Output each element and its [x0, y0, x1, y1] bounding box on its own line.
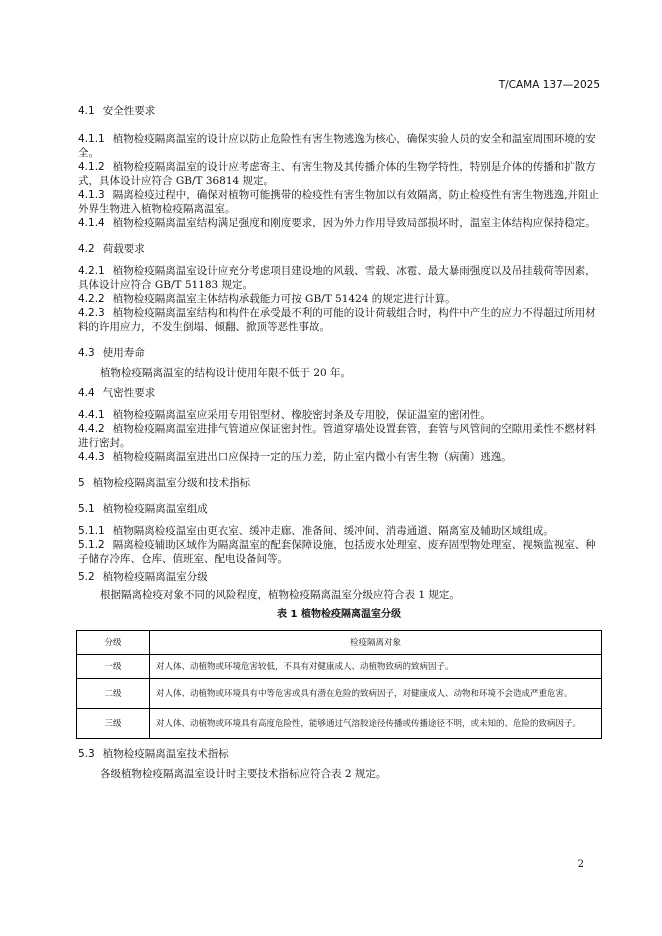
clause-text: 植物检疫隔离温室进出口应保持一定的压力差，防止室内微小有害生物（病菌）逃逸。: [112, 451, 512, 463]
table-1: [76, 630, 602, 739]
clause-number: 4.2.1: [78, 265, 105, 277]
table-cell-object: 对人体、动植物或环境具有高度危险性，能够通过气溶胶途径传播或传播途径不明，或未知的、危险的致病因子。: [150, 709, 602, 739]
table-header-cell: 检疫隔离对象: [150, 631, 602, 655]
heading-title: 植物检疫隔离温室分级: [102, 571, 208, 583]
heading-4-3: [78, 346, 600, 360]
clause-number: 4.2.2: [78, 293, 105, 305]
clause-number: 5.1.1: [78, 525, 105, 537]
clause-text: 植物检疫隔离温室进排气管道应保证密封性。管道穿墙处设置套管，套管与风管间的空隙用柔性不燃材料进行密封。: [78, 423, 596, 449]
clause-text: 植物检疫隔离温室结构满足强度和刚度要求，因为外力作用导致局部损坏时，温室主体结构应保持稳定。: [112, 217, 596, 229]
clause-4-4-2: [78, 422, 600, 450]
table-row: [77, 709, 602, 739]
heading-5-3: [78, 747, 600, 761]
heading-title: 气密性要求: [102, 387, 156, 399]
table-row: [77, 655, 602, 679]
clause-4-4-3: [78, 450, 600, 464]
clause-text: 植物检疫隔离温室应采用专用铝型材、橡胶密封条及专用胶，保证温室的密闭性。: [112, 409, 491, 421]
table-header-row: [77, 631, 602, 655]
paragraph-5-3: 各级植物检疫隔离温室设计时主要技术指标应符合表 2 规定。: [100, 768, 387, 780]
clause-4-4-1: [78, 408, 600, 422]
heading-4-1: [78, 104, 600, 118]
clause-number: 4.2.3: [78, 307, 105, 319]
clause-number: 4.1.2: [78, 161, 105, 173]
heading-number: 4.3: [78, 347, 95, 359]
heading-number: 5: [78, 477, 85, 489]
heading-number: 5.2: [78, 571, 95, 583]
clause-text: 植物检疫隔离温室的设计应考虑寄主、有害生物及其传播介体的生物学特性，特别是介体的传播和扩散方式，具体设计应符合 GB/T 36814 规定。: [78, 161, 596, 187]
clause-5-1-2: [78, 538, 600, 566]
clause-text: 隔离检疫过程中，确保对植物可能携带的检疫性有害生物加以有效隔离，防止检疫性有害生物逃逸,并阻止外界生物进入植物检疫隔离温室。: [78, 189, 600, 215]
clause-4-1-3: [78, 188, 600, 216]
heading-number: 5.1: [78, 503, 95, 515]
clause-number: 4.4.3: [78, 451, 105, 463]
clause-number: 4.4.2: [78, 423, 105, 435]
table-cell-object: 对人体、动植物或环境具有中等危害或具有潜在危险的致病因子，对健康成人、动物和环境不会造成严重危害。: [150, 679, 602, 709]
clause-4-2-2: [78, 292, 600, 306]
clause-number: 4.4.1: [78, 409, 105, 421]
clause-4-2-1: [78, 264, 600, 292]
table-cell-grade: 二级: [77, 679, 150, 709]
heading-title: 植物检疫隔离温室技术指标: [102, 748, 229, 760]
heading-title: 植物检疫隔离温室分级和技术指标: [92, 477, 251, 489]
clause-4-1-2: [78, 160, 600, 188]
paragraph-5-2: 根据隔离检疫对象不同的风险程度，植物检疫隔离温室分级应符合表 1 规定。: [100, 589, 460, 601]
heading-5-1: [78, 502, 600, 516]
document-code: T/CAMA 137—2025: [498, 79, 600, 91]
heading-title: 安全性要求: [102, 105, 156, 117]
clause-4-2-3: [78, 306, 600, 334]
table-cell-grade: 三级: [77, 709, 150, 739]
page-content: [78, 104, 600, 781]
clause-text: 植物检疫隔离温室结构和构件在承受最不利的可能的设计荷载组合时，构件中产生的应力不得超过所用材料的许用应力，不发生倒塌、倾翻、掀顶等恶性事故。: [78, 307, 596, 333]
table-cell-grade: 一级: [77, 655, 150, 679]
clause-4-1-1: [78, 132, 600, 160]
paragraph-4-3: 植物检疫隔离温室的结构设计使用年限不低于 20 年。: [100, 367, 352, 379]
heading-4-2: [78, 242, 600, 256]
clause-text: 植物检疫隔离温室主体结构承载能力可按 GB/T 51424 的规定进行计算。: [112, 293, 456, 305]
heading-title: 荷载要求: [102, 243, 145, 255]
clause-text: 植物隔离检疫温室由更衣室、缓冲走廊、准备间、缓冲间、消毒通道、隔离室及辅助区域组成。: [112, 525, 554, 537]
heading-number: 4.4: [78, 387, 95, 399]
table-row: [77, 679, 602, 709]
clause-5-1-1: [78, 524, 600, 538]
clause-text: 隔离检疫辅助区域作为隔离温室的配套保障设施，包括废水处理室、废弃固型物处理室、视频监视室、种子储存冷库、仓库、值班室、配电设备间等。: [78, 539, 596, 565]
page-number: 2: [577, 859, 584, 870]
heading-title: 植物检疫隔离温室组成: [102, 503, 208, 515]
heading-number: 4.1: [78, 105, 95, 117]
heading-4-4: [78, 386, 600, 400]
clause-4-1-4: [78, 216, 600, 230]
clause-text: 植物检疫隔离温室设计应充分考虑项目建设地的风载、雪载、冰雹、最大暴雨强度以及吊挂载荷等因素，具体设计应符合 GB/T 51183 规定。: [78, 265, 596, 291]
table-1-caption: 表 1 植物检疫隔离温室分级: [277, 609, 401, 620]
clause-number: 5.1.2: [78, 539, 105, 551]
clause-number: 4.1.1: [78, 133, 105, 145]
clause-text: 植物检疫隔离温室的设计应以防止危险性有害生物逃逸为核心，确保实验人员的安全和温室周围环境的安全。: [78, 133, 596, 159]
table-header-cell: 分级: [77, 631, 150, 655]
heading-5: [78, 476, 600, 490]
heading-number: 5.3: [78, 748, 95, 760]
heading-title: 使用寿命: [102, 347, 145, 359]
heading-number: 4.2: [78, 243, 95, 255]
clause-number: 4.1.3: [78, 189, 105, 201]
clause-number: 4.1.4: [78, 217, 105, 229]
table-cell-object: 对人体、动植物或环境危害较低，不具有对健康成人、动植物致病的致病因子。: [150, 655, 602, 679]
heading-5-2: [78, 570, 600, 584]
